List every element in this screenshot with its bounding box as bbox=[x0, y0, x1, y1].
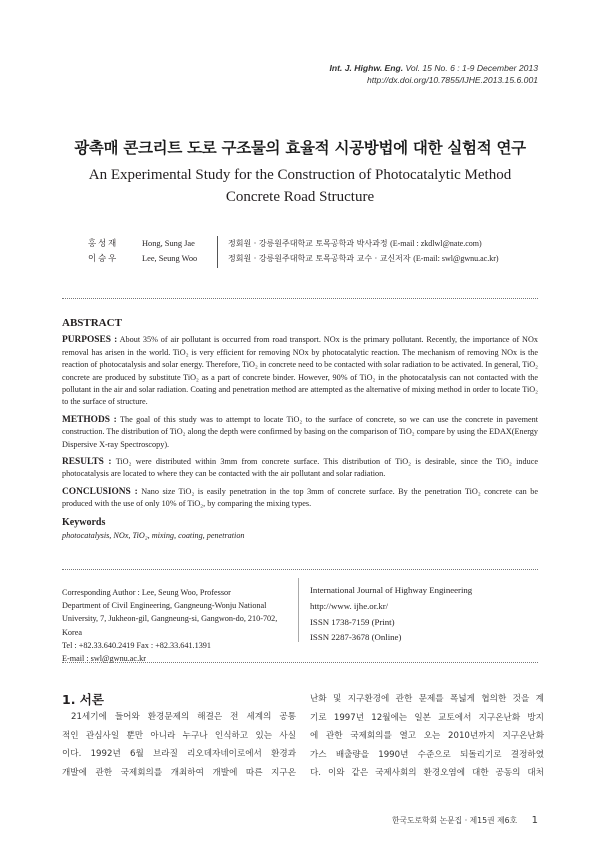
title-english-line-2: Concrete Road Structure bbox=[225, 189, 375, 205]
conclusions-label: CONCLUSIONS : bbox=[62, 486, 138, 497]
results-text: TiO₂ were distributed within 3mm from concrete surface. This distribution of TiO₂ is desirable, since the TiO₂ induce photocatalysis are located to where they can be contacted with the air pollutant and solar radiation. bbox=[62, 457, 538, 479]
body-line: 적인 관심사일 뿐만 아니라 누구나 인식하고 있는 사실 bbox=[62, 730, 296, 741]
journal-info-block bbox=[310, 583, 472, 646]
journal-volume: Vol. 15 No. 6 : 1-9 December 2013 bbox=[405, 63, 538, 73]
divider-dotted bbox=[62, 569, 538, 570]
abstract-heading: ABSTRACT bbox=[62, 317, 122, 329]
divider-dotted bbox=[62, 662, 538, 663]
title-korean: 광촉매 콘크리트 도로 구조물의 효율적 시공방법에 대한 실험적 연구 bbox=[74, 139, 526, 157]
abstract-conclusions bbox=[62, 486, 538, 511]
affiliation-text: 정회원 · 강릉원주대학교 토목공학과 교수 · 교신저자 bbox=[228, 254, 411, 263]
journal-info-issn-online: ISSN 2287-3678 (Online) bbox=[310, 632, 402, 643]
author-email[interactable]: (E-mail: swl@gwnu.ac.kr) bbox=[413, 254, 499, 263]
page-number: 1 bbox=[531, 815, 538, 826]
methods-label: METHODS : bbox=[62, 414, 117, 425]
author-name-ko: 이승우 bbox=[88, 253, 119, 263]
title-english bbox=[0, 164, 600, 208]
doi-link[interactable]: http://dx.doi.org/10.7855/IJHE.2013.15.6.001 bbox=[366, 75, 538, 85]
abstract-results bbox=[62, 456, 538, 481]
author-name-en: Lee, Seung Woo bbox=[142, 254, 198, 263]
abstract-purposes bbox=[62, 334, 538, 408]
journal-info-name: International Journal of Highway Engineering bbox=[310, 585, 473, 595]
purposes-label: PURPOSES : bbox=[62, 335, 118, 346]
corr-address: University, 7, Jukheon-gil, Gangneung-si, Gangwon-do, 210-702, Korea bbox=[62, 614, 278, 637]
page-footer bbox=[392, 815, 538, 826]
keywords-heading: Keywords bbox=[62, 516, 106, 528]
body-column-right bbox=[310, 690, 544, 783]
journal-name: Int. J. Highw. Eng. bbox=[329, 63, 404, 73]
author-row bbox=[88, 251, 508, 266]
body-line: 에 관한 국제회의를 열고 오는 2010년까지 지구온난화 bbox=[310, 731, 544, 741]
footer-journal: 한국도로학회 논문집 · 제15권 제6호 bbox=[391, 816, 518, 825]
results-label: RESULTS : bbox=[62, 457, 112, 468]
author-affiliation bbox=[228, 236, 482, 251]
author-email[interactable]: (E-mail : zkdlwl@nate.com) bbox=[390, 239, 482, 248]
title-english-line-1: An Experimental Study for the Construction of Photocatalytic Method bbox=[88, 167, 512, 183]
body-line: 기로 1997년 12월에는 일본 교토에서 지구온난화 방지 bbox=[310, 712, 544, 723]
body-line: 이다. 1992년 6월 브라질 리오데자네이로에서 환경과 bbox=[62, 749, 296, 759]
body-column-left bbox=[62, 708, 296, 782]
journal-citation bbox=[329, 62, 538, 74]
author-name-ko: 홍성재 bbox=[88, 238, 119, 248]
abstract-methods bbox=[62, 414, 538, 451]
affiliation-text: 정회원 · 강릉원주대학교 토목공학과 박사과정 bbox=[228, 239, 388, 248]
body-line: 개발에 관한 국제회의를 개최하여 개발에 따른 지구온 bbox=[62, 767, 296, 778]
journal-info-issn-print: ISSN 1738-7159 (Print) bbox=[310, 616, 395, 627]
author-name-en: Hong, Sung Jae bbox=[142, 239, 195, 248]
corr-phone: Tel : +82.33.640.2419 Fax : +82.33.641.1391 bbox=[62, 640, 211, 650]
divider-dotted bbox=[62, 298, 538, 299]
author-affiliation bbox=[228, 251, 499, 266]
journal-header bbox=[329, 62, 538, 86]
author-block bbox=[88, 236, 508, 266]
column-divider bbox=[298, 578, 299, 642]
corr-author: Corresponding Author : Lee, Seung Woo, Professor bbox=[62, 588, 231, 597]
journal-info-url[interactable]: http://www. ijhe.or.kr/ bbox=[310, 600, 389, 611]
body-line: 21세기에 들어와 환경문제의 해결은 전 세계의 공통 bbox=[71, 712, 296, 722]
body-line: 다. 이와 같은 국제사회의 환경오염에 대한 공동의 대처 bbox=[310, 768, 544, 778]
corr-email[interactable]: E-mail : swl@gwnu.ac.kr bbox=[62, 654, 146, 664]
abstract-section bbox=[62, 317, 538, 543]
body-line: 난화 및 지구환경에 관한 문제를 폭넓게 협의한 것을 계 bbox=[310, 694, 544, 704]
conclusions-text: Nano size TiO₂ is easily penetration in the top 3mm of concrete surface. By the penetration TiO₂ concrete can be produced with the use of only 10% of TiO₂, by comparing the mixing types. bbox=[62, 486, 539, 509]
body-line: 가스 배출량을 1990년 수준으로 되돌리기로 결정하였 bbox=[310, 749, 544, 760]
author-row bbox=[88, 236, 508, 251]
methods-text: The goal of this study was to attempt to locate TiO₂ to the surface of concrete, so we can use the concrete in pavement construction. The distribution of TiO₂ along the depth were confirmed by basing on the comparison of TiO₂ compare by using the EDAX(Energy Dispersive X-ray Spectroscopy). bbox=[62, 414, 538, 449]
corr-department: Department of Civil Engineering, Gangneung-Wonju National bbox=[62, 601, 267, 611]
purposes-text: About 35% of air pollutant is occurred from road transport. NOx is the primary pollutant. Recently, the importance of NOx removal has arisen in the world. TiO₂ is very efficient for removing NOx by photocatalytic reaction. The mechanism of removing NOx is the reaction of photocatalysis and solar energy. Therefore, TiO₂ in concrete need to be contacted with solar radiation to be activated. In general, TiO₂ concrete are produced by substitute TiO₂ as a part of concrete binder. However, 90% of TiO₂ in the photocatalysis can not contacted with the pollutant in the air and solar radiation. Coating and penetration method are attempted as the alternative of mixing method in order to locate TiO₂ to the surface of structure. bbox=[62, 335, 538, 407]
keywords-list: photocatalysis, NOx, TiO₂, mixing, coating, penetration bbox=[62, 531, 245, 541]
correspondence-block bbox=[62, 586, 292, 665]
section-title: 1. 서론 bbox=[62, 692, 104, 707]
